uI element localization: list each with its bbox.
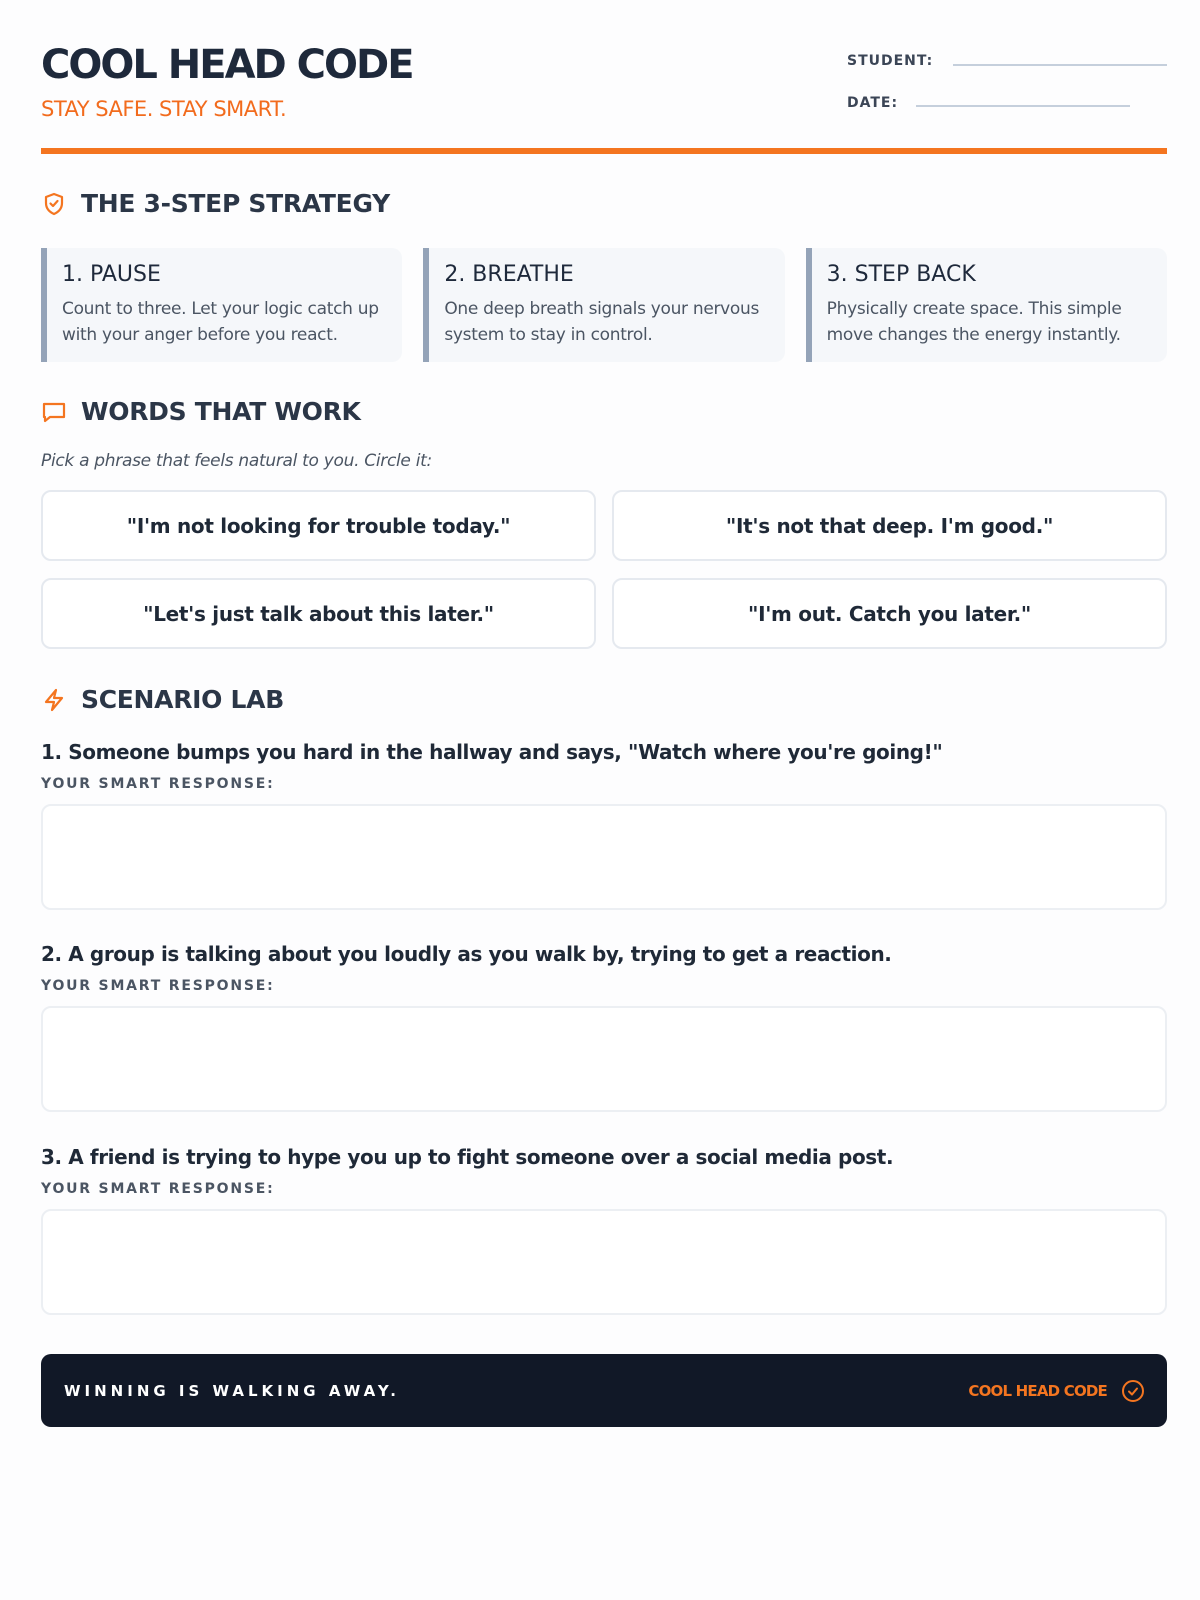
step-card-step-back bbox=[806, 248, 1167, 362]
response-label: YOUR SMART RESPONSE: bbox=[41, 1181, 275, 1197]
strategy-heading bbox=[41, 189, 390, 218]
phrase-instructions: Pick a phrase that feels natural to you. Circle it: bbox=[41, 451, 432, 471]
shield-check-icon bbox=[41, 191, 67, 217]
phrase-option[interactable]: "It's not that deep. I'm good." bbox=[612, 490, 1167, 561]
footer-banner bbox=[41, 1354, 1167, 1427]
step-text: Count to three. Let your logic catch up with your anger before you react. bbox=[62, 299, 379, 345]
words-heading bbox=[41, 397, 361, 426]
step-text: Physically create space. This simple move changes the energy instantly. bbox=[826, 299, 1122, 345]
scenario-item-1 bbox=[41, 740, 1167, 910]
check-circle-icon bbox=[1121, 1379, 1145, 1403]
scenario-question: 1. Someone bumps you hard in the hallway and says, "Watch where you're going!" bbox=[41, 740, 943, 764]
phrase-option[interactable]: "I'm out. Catch you later." bbox=[612, 578, 1167, 649]
page-subtitle: STAY SAFE. STAY SMART. bbox=[41, 97, 287, 121]
worksheet bbox=[41, 0, 1167, 1400]
scenario-question: 3. A friend is trying to hype you up to fight someone over a social media post. bbox=[41, 1145, 894, 1169]
footer-brand bbox=[968, 1379, 1145, 1403]
scenario-title: SCENARIO LAB bbox=[81, 685, 284, 714]
step-card-breathe bbox=[423, 248, 784, 362]
step-title: 1. PAUSE bbox=[62, 262, 161, 287]
page-title: COOL HEAD CODE bbox=[41, 42, 413, 88]
response-box[interactable] bbox=[41, 804, 1167, 910]
scenario-question: 2. A group is talking about you loudly as you walk by, trying to get a reaction. bbox=[41, 942, 892, 966]
header bbox=[41, 0, 1167, 156]
scenario-item-2 bbox=[41, 942, 1167, 1112]
scenario-item-3 bbox=[41, 1145, 1167, 1315]
step-card-pause bbox=[41, 248, 402, 362]
header-divider bbox=[41, 148, 1167, 154]
phrase-option[interactable]: "I'm not looking for trouble today." bbox=[41, 490, 596, 561]
step-title: 3. STEP BACK bbox=[826, 262, 976, 287]
date-label: DATE: bbox=[847, 95, 899, 111]
chat-bubble-icon bbox=[41, 399, 67, 425]
lightning-icon bbox=[41, 687, 67, 713]
response-label: YOUR SMART RESPONSE: bbox=[41, 978, 275, 994]
response-label: YOUR SMART RESPONSE: bbox=[41, 776, 275, 792]
step-text: One deep breath signals your nervous system to stay in control. bbox=[444, 299, 760, 345]
phrase-option[interactable]: "Let's just talk about this later." bbox=[41, 578, 596, 649]
footer-brand-text: COOL HEAD CODE bbox=[968, 1381, 1107, 1400]
footer-motto: WINNING IS WALKING AWAY. bbox=[64, 1381, 400, 1400]
strategy-title: THE 3-STEP STRATEGY bbox=[81, 189, 390, 218]
student-name-line[interactable] bbox=[953, 64, 1167, 66]
date-line[interactable] bbox=[916, 105, 1130, 107]
response-box[interactable] bbox=[41, 1209, 1167, 1315]
words-title: WORDS THAT WORK bbox=[81, 397, 361, 426]
strategy-cards bbox=[41, 248, 1167, 362]
scenario-heading bbox=[41, 685, 284, 714]
response-box[interactable] bbox=[41, 1006, 1167, 1112]
student-label: STUDENT: bbox=[847, 53, 934, 69]
phrase-grid bbox=[41, 490, 1167, 649]
step-title: 2. BREATHE bbox=[444, 262, 574, 287]
